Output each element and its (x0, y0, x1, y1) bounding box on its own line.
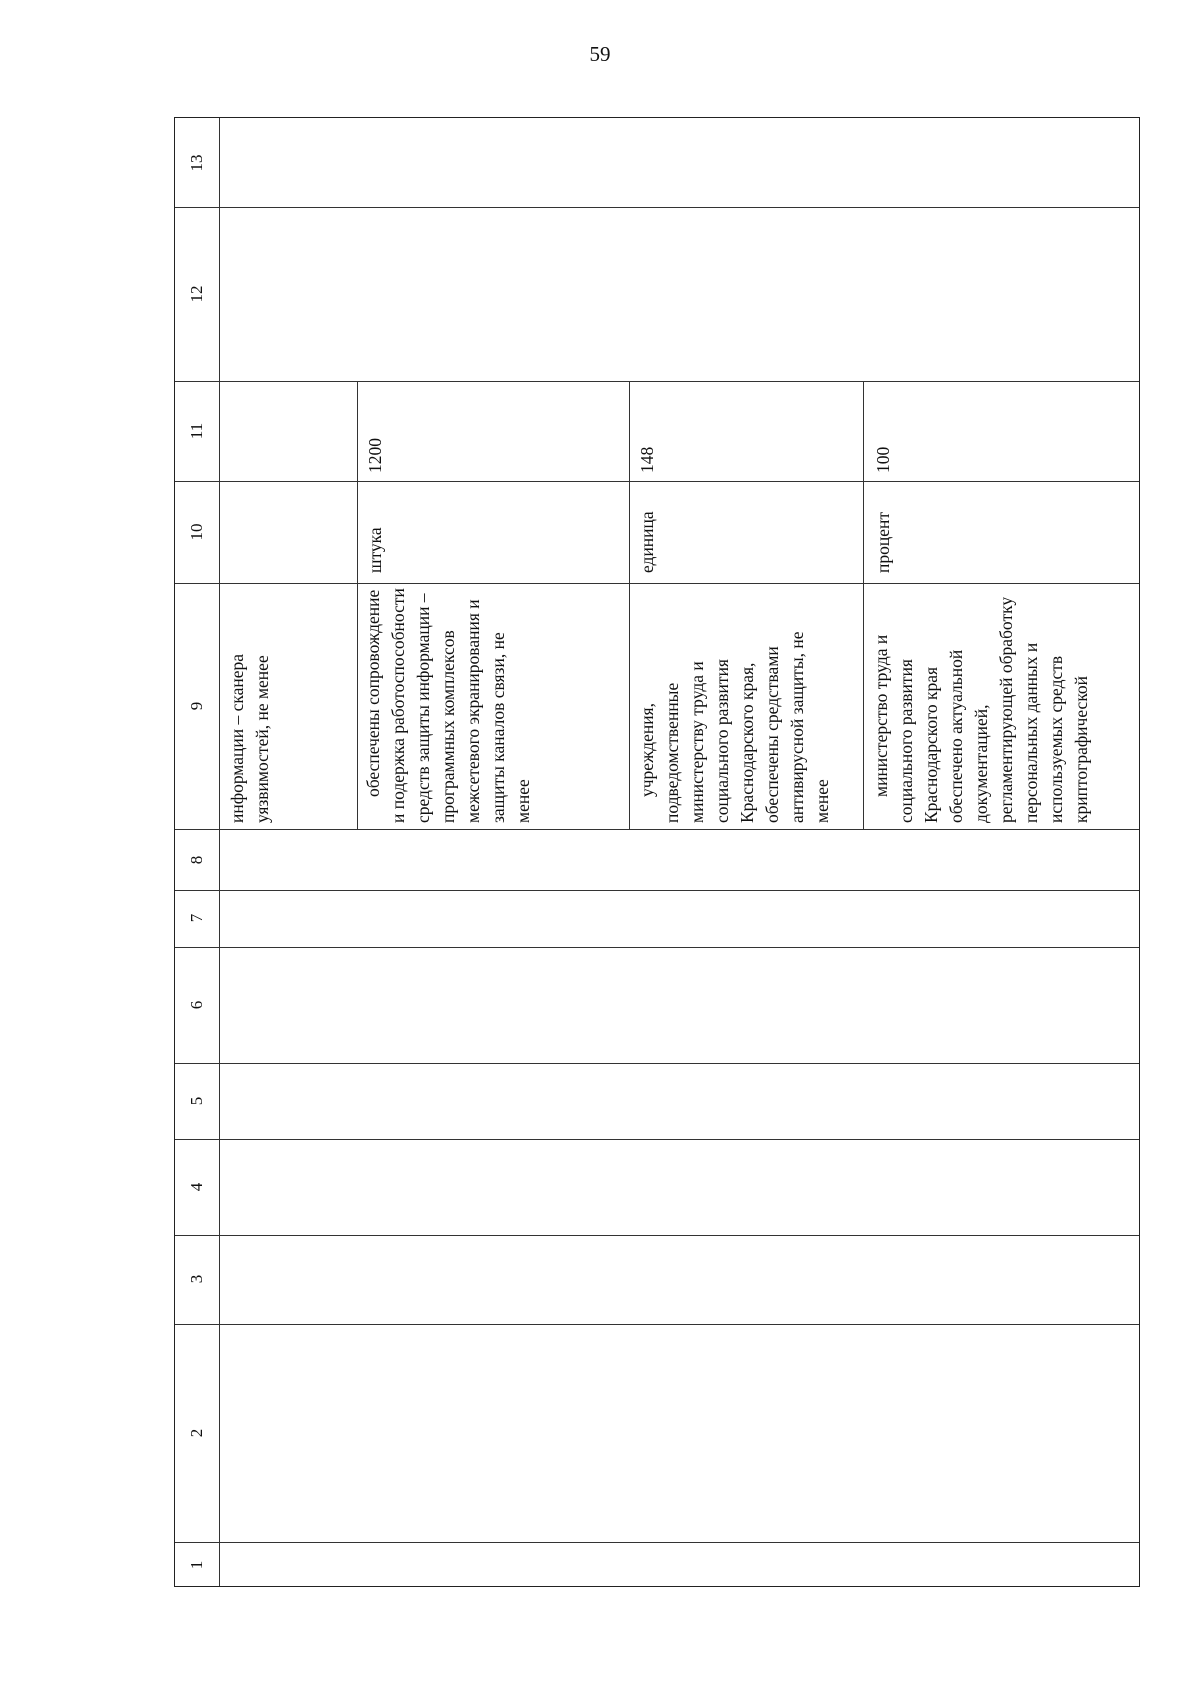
row-2-unit: штука (365, 527, 385, 573)
col-divider-11-10 (175, 481, 1139, 482)
col-number-4: 4 (187, 1182, 206, 1192)
col-number-12: 12 (187, 285, 206, 303)
row-3-value-cell (635, 387, 660, 473)
row-4-unit-cell (871, 485, 896, 573)
col-number-11: 11 (187, 422, 206, 440)
col-divider-4-3 (175, 1235, 1139, 1236)
col-number-13: 13 (187, 154, 206, 172)
row-3-indicator: учреждения, подведомственные министерству труда и социального развития Краснодарского края, обеспечены средствами антивирусной защиты, не менее (637, 631, 832, 823)
col-number-10: 10 (187, 523, 206, 541)
col-divider-8-7 (175, 890, 1139, 891)
col-divider-6-5 (175, 1063, 1139, 1064)
col-divider-9-8 (175, 829, 1139, 830)
col-number-9: 9 (187, 701, 206, 711)
col-number-1: 1 (187, 1560, 206, 1570)
row-divider-2 (629, 381, 630, 829)
col-number-6: 6 (187, 1000, 206, 1010)
col-number-2: 2 (187, 1428, 206, 1438)
row-4-value: 100 (873, 446, 893, 473)
row-3-unit: единица (637, 511, 657, 573)
rotated-data-table (174, 117, 1140, 1587)
col-divider-7-6 (175, 947, 1139, 948)
row-divider-3 (863, 381, 864, 829)
col-number-8: 8 (187, 855, 206, 865)
row-divider-1 (357, 381, 358, 829)
row-4-unit: процент (873, 511, 893, 573)
col-divider-5-4 (175, 1139, 1139, 1140)
row-4-indicator: министерство труда и социального развития Краснодарского края обеспечено актуальной документацией, регламентирующей обработку персональных данных и используемых средств криптографической (871, 596, 1091, 823)
col-number-5: 5 (187, 1096, 206, 1106)
page-number: 59 (589, 42, 611, 66)
row-2-value-cell (363, 387, 388, 473)
col-divider-10-9 (175, 583, 1139, 584)
row-4-indicator-cell (869, 587, 1094, 823)
col-divider-2-1 (175, 1542, 1139, 1543)
col-divider-12-11 (175, 381, 1139, 382)
row-2-indicator-cell (361, 587, 536, 823)
col-number-7: 7 (187, 913, 206, 923)
row-3-indicator-cell (635, 587, 835, 823)
row-2-value: 1200 (365, 438, 385, 473)
col-divider-13-12 (175, 207, 1139, 208)
row-1-indicator: информации – сканера уязвимостей, не менее (227, 653, 272, 823)
row-2-unit-cell (363, 485, 388, 573)
col-number-3: 3 (187, 1274, 206, 1284)
row-2-indicator: обеспечены сопровождение и подержка работоспособности средств защиты информации – программных комплексов межсетевого экранирования и защиты каналов связи, не менее (363, 588, 533, 823)
row-1-indicator-cell (225, 587, 275, 823)
row-3-unit-cell (635, 485, 660, 573)
col-divider-3-2 (175, 1324, 1139, 1325)
row-3-value: 148 (637, 446, 657, 473)
header-column-divider (219, 118, 220, 1586)
row-4-value-cell (871, 387, 896, 473)
